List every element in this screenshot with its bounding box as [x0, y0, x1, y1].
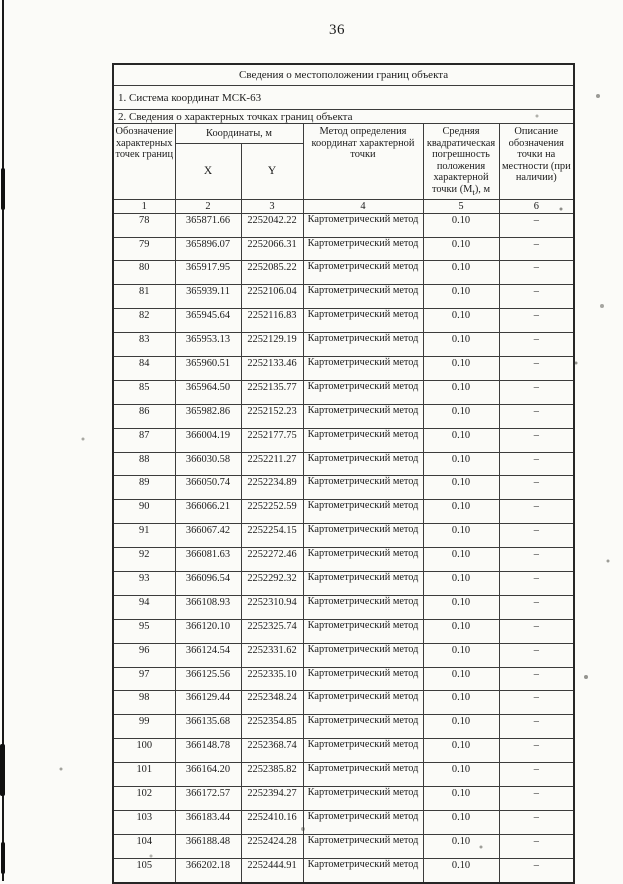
method: Картометрический метод	[303, 667, 423, 691]
column-number: 6	[499, 199, 574, 213]
coord-x: 366066.21	[175, 500, 241, 524]
description: –	[499, 476, 574, 500]
coord-y: 2252133.46	[241, 356, 303, 380]
coord-x: 366183.44	[175, 810, 241, 834]
point-number: 85	[113, 380, 175, 404]
header-description: Описание обозначения точки на местности (при наличии)	[499, 124, 574, 200]
table-row	[113, 739, 574, 763]
column-number: 2	[175, 199, 241, 213]
description: –	[499, 834, 574, 858]
description: –	[499, 285, 574, 309]
point-number: 102	[113, 787, 175, 811]
coord-x: 365960.51	[175, 356, 241, 380]
table-row	[113, 380, 574, 404]
page-number: 36	[329, 22, 345, 38]
description: –	[499, 404, 574, 428]
coord-y: 2252135.77	[241, 380, 303, 404]
table-row	[113, 356, 574, 380]
coord-x: 365982.86	[175, 404, 241, 428]
header-error	[423, 124, 499, 200]
header-x: X	[175, 143, 241, 199]
table-title: Сведения о местоположении границ объекта	[113, 64, 574, 86]
description: –	[499, 309, 574, 333]
method: Картометрический метод	[303, 548, 423, 572]
mt-error: 0.10	[423, 380, 499, 404]
coord-x: 365945.64	[175, 309, 241, 333]
boundary-points-table	[112, 63, 575, 884]
table-row	[113, 476, 574, 500]
point-number: 97	[113, 667, 175, 691]
description: –	[499, 572, 574, 596]
coord-x: 365896.07	[175, 237, 241, 261]
coord-y: 2252335.10	[241, 667, 303, 691]
description: –	[499, 548, 574, 572]
table-row	[113, 715, 574, 739]
method: Картометрический метод	[303, 356, 423, 380]
mt-error: 0.10	[423, 643, 499, 667]
point-number: 101	[113, 763, 175, 787]
description: –	[499, 763, 574, 787]
point-number: 80	[113, 261, 175, 285]
point-number: 79	[113, 237, 175, 261]
description: –	[499, 333, 574, 357]
method: Картометрический метод	[303, 213, 423, 237]
description: –	[499, 500, 574, 524]
method: Картометрический метод	[303, 524, 423, 548]
table-row	[113, 237, 574, 261]
mt-error: 0.10	[423, 261, 499, 285]
coordinate-system-label: 1. Система координат МСК-63	[113, 86, 574, 110]
table-row	[113, 404, 574, 428]
mt-error: 0.10	[423, 834, 499, 858]
coord-y: 2252129.19	[241, 333, 303, 357]
coord-y: 2252152.23	[241, 404, 303, 428]
point-number: 81	[113, 285, 175, 309]
description: –	[499, 428, 574, 452]
header-coordinates: Координаты, м	[175, 124, 303, 144]
table-row	[113, 595, 574, 619]
coord-x: 366135.68	[175, 715, 241, 739]
mt-error: 0.10	[423, 333, 499, 357]
method: Картометрический метод	[303, 452, 423, 476]
point-number: 94	[113, 595, 175, 619]
coord-y: 2252116.83	[241, 309, 303, 333]
mt-error: 0.10	[423, 285, 499, 309]
coord-y: 2252310.94	[241, 595, 303, 619]
table-row	[113, 428, 574, 452]
table-row	[113, 619, 574, 643]
section2-row	[113, 110, 574, 124]
column-number: 4	[303, 199, 423, 213]
column-numbers-row	[113, 199, 574, 213]
mt-error: 0.10	[423, 476, 499, 500]
coord-y: 2252234.89	[241, 476, 303, 500]
coord-y: 2252394.27	[241, 787, 303, 811]
column-headers-row	[113, 124, 574, 144]
coord-y: 2252292.32	[241, 572, 303, 596]
column-number: 1	[113, 199, 175, 213]
coord-x: 365964.50	[175, 380, 241, 404]
description: –	[499, 739, 574, 763]
scan-blob-artifact	[0, 744, 5, 796]
point-number: 84	[113, 356, 175, 380]
point-number: 93	[113, 572, 175, 596]
description: –	[499, 787, 574, 811]
coord-y: 2252368.74	[241, 739, 303, 763]
mt-error: 0.10	[423, 500, 499, 524]
table-row	[113, 572, 574, 596]
mt-error: 0.10	[423, 309, 499, 333]
point-number: 98	[113, 691, 175, 715]
coord-x: 366125.56	[175, 667, 241, 691]
method: Картометрический метод	[303, 237, 423, 261]
method: Картометрический метод	[303, 787, 423, 811]
table-row	[113, 834, 574, 858]
header-error-subscript: t	[472, 187, 475, 198]
coord-y: 2252254.15	[241, 524, 303, 548]
coord-y: 2252211.27	[241, 452, 303, 476]
table-row	[113, 643, 574, 667]
coord-y: 2252042.22	[241, 213, 303, 237]
description: –	[499, 237, 574, 261]
method: Картометрический метод	[303, 309, 423, 333]
coord-x: 366108.93	[175, 595, 241, 619]
table-row	[113, 524, 574, 548]
mt-error: 0.10	[423, 213, 499, 237]
coord-x: 365953.13	[175, 333, 241, 357]
table-row	[113, 309, 574, 333]
description: –	[499, 810, 574, 834]
table-row	[113, 787, 574, 811]
coord-x: 366164.20	[175, 763, 241, 787]
table-row	[113, 452, 574, 476]
scan-specks	[0, 0, 2, 2]
header-method: Метод определения координат характерной точки	[303, 124, 423, 200]
coord-y: 2252444.91	[241, 858, 303, 882]
mt-error: 0.10	[423, 356, 499, 380]
method: Картометрический метод	[303, 691, 423, 715]
point-number: 82	[113, 309, 175, 333]
table-row	[113, 548, 574, 572]
method: Картометрический метод	[303, 619, 423, 643]
coord-x: 366202.18	[175, 858, 241, 882]
table-row	[113, 333, 574, 357]
description: –	[499, 524, 574, 548]
method: Картометрический метод	[303, 404, 423, 428]
method: Картометрический метод	[303, 643, 423, 667]
method: Картометрический метод	[303, 333, 423, 357]
coord-y: 2252325.74	[241, 619, 303, 643]
point-number: 88	[113, 452, 175, 476]
point-number: 104	[113, 834, 175, 858]
coord-x: 366148.78	[175, 739, 241, 763]
point-number: 91	[113, 524, 175, 548]
mt-error: 0.10	[423, 237, 499, 261]
method: Картометрический метод	[303, 285, 423, 309]
description: –	[499, 643, 574, 667]
coord-x: 366004.19	[175, 428, 241, 452]
point-number: 89	[113, 476, 175, 500]
description: –	[499, 261, 574, 285]
point-number: 90	[113, 500, 175, 524]
method: Картометрический метод	[303, 261, 423, 285]
mt-error: 0.10	[423, 619, 499, 643]
mt-error: 0.10	[423, 428, 499, 452]
coord-y: 2252085.22	[241, 261, 303, 285]
coord-x: 366188.48	[175, 834, 241, 858]
mt-error: 0.10	[423, 667, 499, 691]
point-number: 87	[113, 428, 175, 452]
table-row	[113, 810, 574, 834]
point-number: 100	[113, 739, 175, 763]
description: –	[499, 595, 574, 619]
description: –	[499, 380, 574, 404]
coord-y: 2252106.04	[241, 285, 303, 309]
coord-y: 2252272.46	[241, 548, 303, 572]
coord-x: 366081.63	[175, 548, 241, 572]
mt-error: 0.10	[423, 404, 499, 428]
mt-error: 0.10	[423, 739, 499, 763]
method: Картометрический метод	[303, 595, 423, 619]
mt-error: 0.10	[423, 763, 499, 787]
point-number: 105	[113, 858, 175, 882]
description: –	[499, 213, 574, 237]
header-y: Y	[241, 143, 303, 199]
point-number: 99	[113, 715, 175, 739]
coord-y: 2252331.62	[241, 643, 303, 667]
coord-y: 2252410.16	[241, 810, 303, 834]
description: –	[499, 452, 574, 476]
method: Картометрический метод	[303, 428, 423, 452]
coord-y: 2252066.31	[241, 237, 303, 261]
coordinate-system-row	[113, 86, 574, 110]
mt-error: 0.10	[423, 691, 499, 715]
coord-x: 366129.44	[175, 691, 241, 715]
mt-error: 0.10	[423, 715, 499, 739]
section2-label: 2. Сведения о характерных точках границ объекта	[113, 110, 574, 124]
coord-x: 366172.57	[175, 787, 241, 811]
mt-error: 0.10	[423, 810, 499, 834]
point-number: 86	[113, 404, 175, 428]
table-row	[113, 213, 574, 237]
coord-x: 365939.11	[175, 285, 241, 309]
mt-error: 0.10	[423, 452, 499, 476]
method: Картометрический метод	[303, 763, 423, 787]
coord-x: 365871.66	[175, 213, 241, 237]
coord-x: 366030.58	[175, 452, 241, 476]
mt-error: 0.10	[423, 858, 499, 882]
table-row	[113, 285, 574, 309]
method: Картометрический метод	[303, 858, 423, 882]
table-body	[113, 213, 574, 882]
method: Картометрический метод	[303, 715, 423, 739]
point-number: 78	[113, 213, 175, 237]
method: Картометрический метод	[303, 380, 423, 404]
mt-error: 0.10	[423, 524, 499, 548]
description: –	[499, 858, 574, 882]
header-error-text: Средняя квадратическая погрешность положения характерной точки (M	[426, 126, 496, 195]
description: –	[499, 356, 574, 380]
point-number: 83	[113, 333, 175, 357]
header-designation: Обозначение характерных точек границ	[113, 124, 175, 200]
mt-error: 0.10	[423, 787, 499, 811]
method: Картометрический метод	[303, 572, 423, 596]
coord-y: 2252424.28	[241, 834, 303, 858]
mt-error: 0.10	[423, 572, 499, 596]
point-number: 103	[113, 810, 175, 834]
mt-error: 0.10	[423, 548, 499, 572]
description: –	[499, 691, 574, 715]
column-number: 5	[423, 199, 499, 213]
coord-x: 365917.95	[175, 261, 241, 285]
coord-y: 2252354.85	[241, 715, 303, 739]
coord-y: 2252252.59	[241, 500, 303, 524]
coord-y: 2252385.82	[241, 763, 303, 787]
method: Картометрический метод	[303, 810, 423, 834]
column-number: 3	[241, 199, 303, 213]
method: Картометрический метод	[303, 500, 423, 524]
mt-error: 0.10	[423, 595, 499, 619]
point-number: 92	[113, 548, 175, 572]
scan-blob-artifact	[1, 168, 5, 210]
table-row	[113, 858, 574, 882]
coord-x: 366124.54	[175, 643, 241, 667]
coord-y: 2252177.75	[241, 428, 303, 452]
table-row	[113, 691, 574, 715]
header-error-unit: ), м	[474, 183, 491, 195]
method: Картометрический метод	[303, 476, 423, 500]
table-row	[113, 667, 574, 691]
table-title-row	[113, 64, 574, 86]
point-number: 95	[113, 619, 175, 643]
coord-y: 2252348.24	[241, 691, 303, 715]
coord-x: 366050.74	[175, 476, 241, 500]
description: –	[499, 667, 574, 691]
table-row	[113, 763, 574, 787]
table-row	[113, 261, 574, 285]
scan-blob-artifact	[1, 842, 5, 874]
point-number: 96	[113, 643, 175, 667]
coord-x: 366067.42	[175, 524, 241, 548]
description: –	[499, 619, 574, 643]
table-row	[113, 500, 574, 524]
method: Картометрический метод	[303, 739, 423, 763]
coord-x: 366120.10	[175, 619, 241, 643]
description: –	[499, 715, 574, 739]
method: Картометрический метод	[303, 834, 423, 858]
coord-x: 366096.54	[175, 572, 241, 596]
